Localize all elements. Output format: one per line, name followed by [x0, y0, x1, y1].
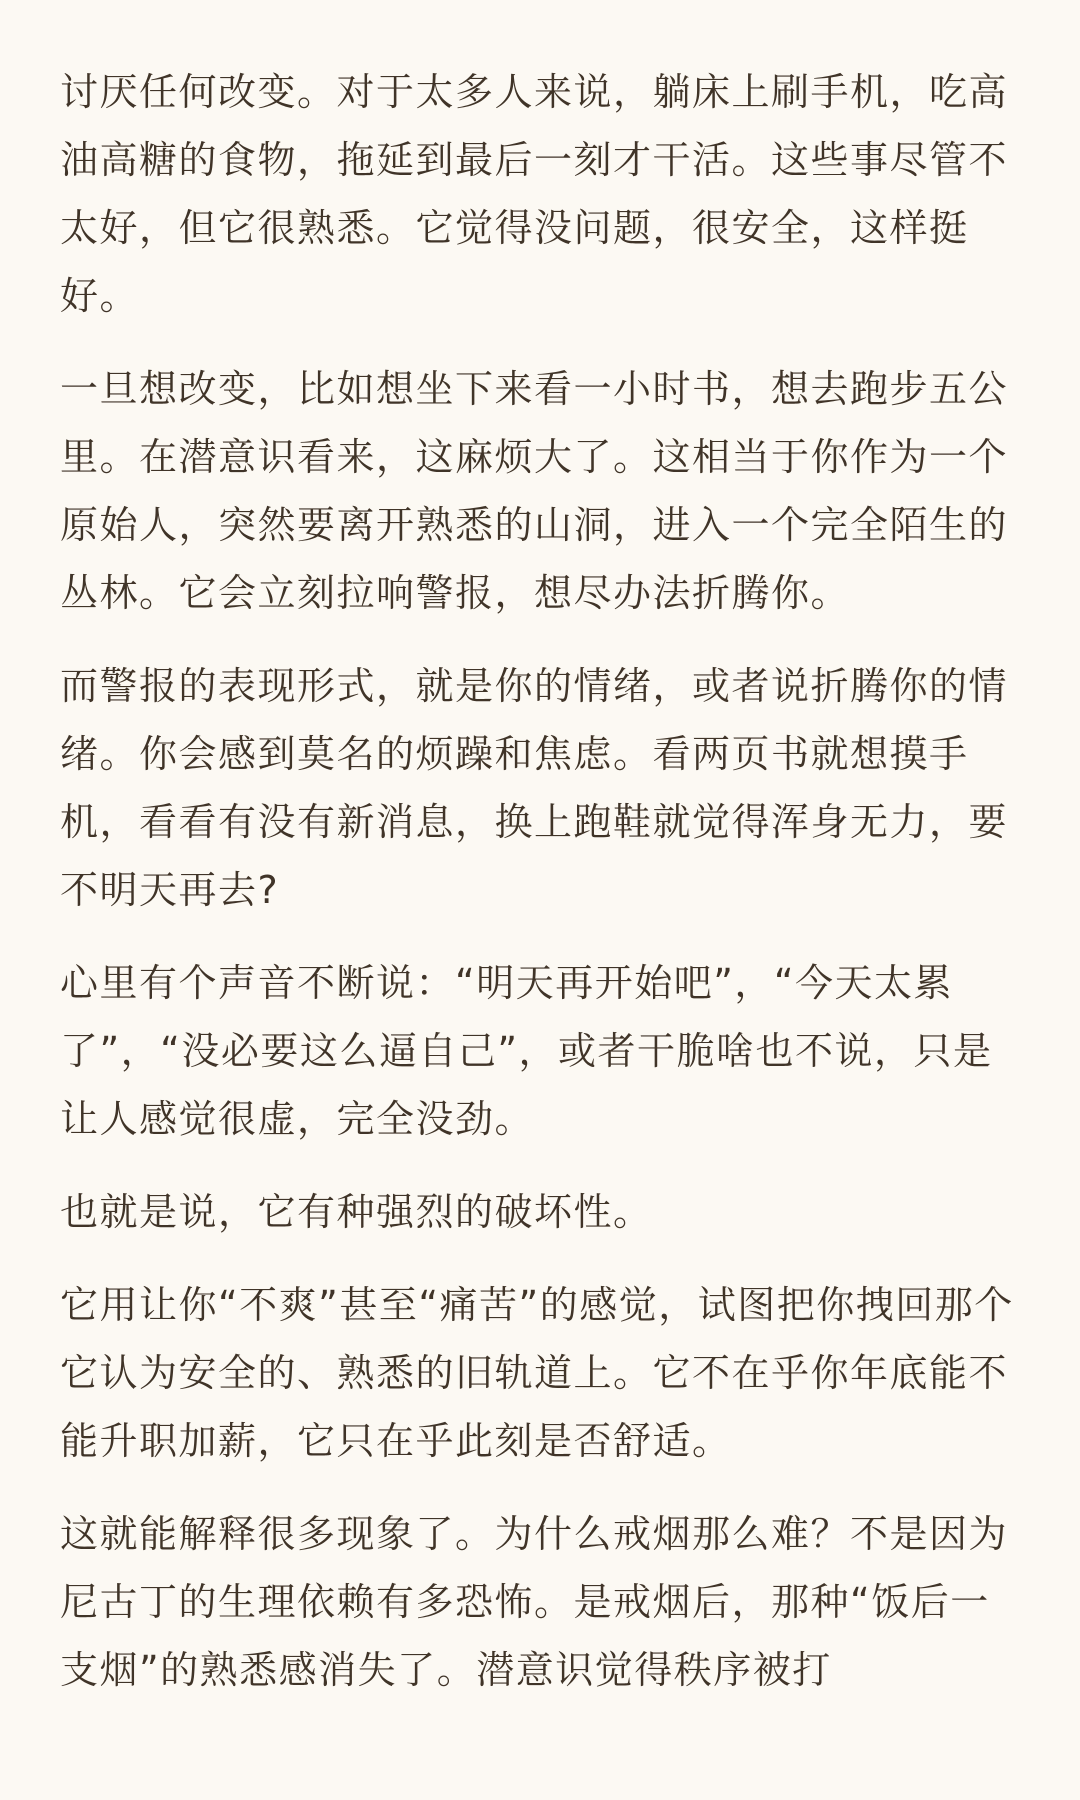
article-paragraph: 而警报的表现形式，就是你的情绪，或者说折腾你的情绪。你会感到莫名的烦躁和焦虑。看两页书就想摸手机，看看有没有新消息，换上跑鞋就觉得浑身无力，要不明天再去? [60, 664, 1009, 912]
article-paragraph: 讨厌任何改变。对于太多人来说，躺床上刷手机，吃高油高糖的食物，拖延到最后一刻才干活。这些事尽管不太好，但它很熟悉。它觉得没问题，很安全，这样挺好。 [60, 70, 1009, 318]
article-paragraph: 一旦想改变，比如想坐下来看一小时书，想去跑步五公里。在潜意识看来，这麻烦大了。这相当于你作为一个原始人，突然要离开熟悉的山洞，进入一个完全陌生的丛林。它会立刻拉响警报，想尽办法折腾你。 [60, 367, 1009, 615]
article-paragraph: 也就是说，它有种强烈的破坏性。 [60, 1190, 653, 1234]
article-paragraph: 它用让你“不爽”甚至“痛苦”的感觉，试图把你拽回那个它认为安全的、熟悉的旧轨道上。它不在乎你年底能不能升职加薪，它只在乎此刻是否舒适。 [60, 1283, 1014, 1463]
article-paragraph: 心里有个声音不断说：“明天再开始吧”，“今天太累了”，“没必要这么逼自己”，或者干脆啥也不说，只是让人感觉很虚，完全没劲。 [60, 961, 993, 1141]
article-paragraph: 这就能解释很多现象了。为什么戒烟那么难？不是因为尼古丁的生理依赖有多恐怖。是戒烟后，那种“饭后一支烟”的熟悉感消失了。潜意识觉得秩序被打 [60, 1512, 1009, 1692]
